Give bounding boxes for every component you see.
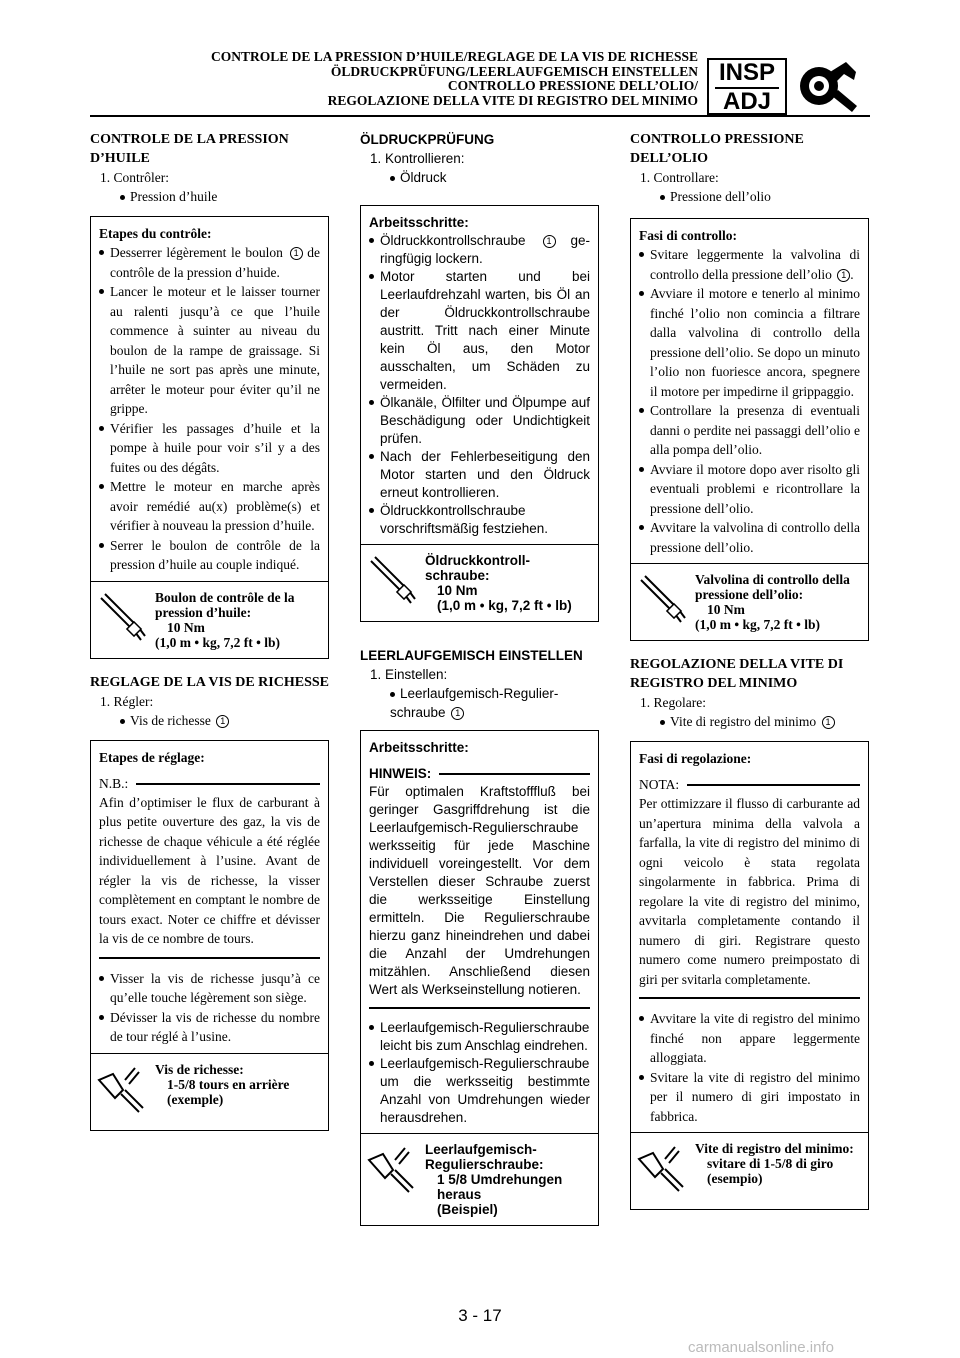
procedure-box xyxy=(90,216,329,659)
wrench-gauge-icon xyxy=(796,60,858,114)
step-label: 1. Controllare: xyxy=(640,170,719,185)
procedure-box xyxy=(630,741,869,1210)
list-item: Nach der Fehlerbeseitigung den Motor starten und den Öldruck erneut kontrollieren. xyxy=(369,448,590,502)
note-header: NOTA: xyxy=(639,776,860,794)
column-french xyxy=(90,130,329,1131)
section-title: REGLAGE DE LA VIS DE RICHESSE xyxy=(90,674,329,690)
step-item: Leerlaufgemisch-Regulier-schraube 1 xyxy=(390,686,559,720)
step-item: Öldruck xyxy=(360,168,599,187)
spec-value: 10 Nm xyxy=(167,619,205,635)
section-title: CONTROLE DE LA PRESSION D’HUILE xyxy=(90,132,289,166)
header-rule xyxy=(90,115,870,117)
torque-spec xyxy=(91,581,328,658)
step-label: 1. Einstellen: xyxy=(370,667,448,682)
spec-value-alt: (esempio) xyxy=(707,1171,763,1186)
list-item: Avviare il motore e tenerlo al minimo finché l’olio non comincia a filtrare dalla valvolina di controllo della pressione dell’olio. Se dopo un minuto l’olio non fuoriesce ancora, spegnere il motore per impedirne il grippaggio. xyxy=(639,284,860,401)
adjust-spec xyxy=(361,1133,598,1225)
step-label: 1. Contrôler: xyxy=(100,170,169,185)
badge-top-label: INSP xyxy=(718,59,775,86)
list-item: Ölkanäle, Ölfilter und Ölpumpe auf Beschädigung oder Undichtigkeit prüfen. xyxy=(369,394,590,448)
callout-marker: 1 xyxy=(216,715,229,728)
list-item: Motor starten und bei Leerlaufdrehzahl warten, bis Öl an der Öldruckkontrollschraube austritt. Tritt nach einer Minute kein Öl aus, den Motor ausschalten, um Schäden zu vermeiden. xyxy=(369,268,590,394)
procedure-box xyxy=(360,205,599,622)
spec-value-alt: (1,0 m • kg, 7,2 ft • lb) xyxy=(695,617,820,632)
adjust-spec xyxy=(91,1053,328,1130)
procedure-box xyxy=(630,218,869,641)
torque-spec xyxy=(361,544,598,621)
list-item: Controllare la presenza di eventuali danni o perdite nei passaggi dell’olio e alla pompa dell’olio. xyxy=(639,401,860,460)
section-title: ÖLDRUCKPRÜFUNG xyxy=(360,132,495,147)
spec-value-alt: (1,0 m • kg, 7,2 ft • lb) xyxy=(437,598,572,613)
callout-marker: 1 xyxy=(451,707,464,720)
list-item: Avviare il motore dopo aver risolto gli eventuali problemi e ricontrollare la pressione dell’olio. xyxy=(639,460,860,519)
list-item: Svitare la vite di registro del minimo per il numero di giri impostato in fabbrica. xyxy=(639,1068,860,1127)
spec-value: 10 Nm xyxy=(437,583,478,598)
note-header: N.B.: xyxy=(99,775,320,793)
callout-marker: 1 xyxy=(543,235,556,248)
column-italian xyxy=(630,130,869,1210)
screwdriver-icon xyxy=(91,1054,151,1130)
list-item: Leerlaufgemisch-Regulierschraube um die werksseitig bestimmte Anzahl von Umdrehungen wieder herausdrehen. xyxy=(369,1055,590,1127)
list-item: Avvitare la vite di registro del minimo finché non appare leggermente alloggiata. xyxy=(639,1009,860,1068)
spec-name: Valvolina di controllo della pressione dell’olio: xyxy=(695,572,850,602)
spec-name: Leerlaufgemisch-Regulierschraube: xyxy=(425,1142,544,1172)
list-item: Lancer le moteur et le laisser tourner au ralenti jusqu’à ce que l’huile commence à suinter au niveau du boulon de la rampe de graissage. Si l’huile ne sort pas après une minute, arrêter le moteur pour éviter qu’il ne grippe. xyxy=(99,282,320,419)
list-item: Öldruckkontrollschraube vorschriftsmäßig festziehen. xyxy=(369,502,590,538)
note-header: HINWEIS: xyxy=(369,765,590,783)
header-line-2: ÖLDRUCKPRÜFUNG/LEERLAUFGEMISCH EINSTELLEN xyxy=(330,63,698,79)
step-label: 1. Regolare: xyxy=(640,695,706,710)
callout-marker: 1 xyxy=(822,716,835,729)
spec-name: Vis de richesse: xyxy=(155,1061,244,1077)
list-item: Dévisser la vis de richesse du nombre de tour réglé à l’usine. xyxy=(99,1008,320,1047)
step-item: Vis de richesse 1 xyxy=(90,711,329,730)
box-title: Arbeitsschritte: xyxy=(369,740,469,755)
column-german xyxy=(360,130,599,1226)
list-item: Avvitare la valvolina di controllo della pressione dell’olio. xyxy=(639,518,860,557)
procedure-box xyxy=(360,730,599,1226)
torque-wrench-icon xyxy=(91,582,151,658)
callout-marker: 1 xyxy=(837,269,850,282)
spec-value: 10 Nm xyxy=(707,602,745,617)
spec-name: Öldruckkontroll-schraube: xyxy=(425,553,531,583)
torque-spec xyxy=(631,563,868,640)
spec-value-alt: (Beispiel) xyxy=(437,1202,498,1217)
torque-wrench-icon xyxy=(361,545,421,621)
header-line-3: CONTROLLO PRESSIONE DELL’OLIO/ xyxy=(447,78,698,93)
spec-value: 1-5/8 tours en arrière xyxy=(167,1076,290,1092)
spec-value: 1 5/8 Umdrehungen heraus xyxy=(437,1172,563,1202)
watermark: carmanualsonline.info xyxy=(688,1339,834,1356)
note-text: Afin d’optimiser le flux de carburant à plus petite ouverture des gaz, la vis de richesse de chaque véhicule a été réglée individuellement à l’usine. Avant de régler la vis de richesse, la visser complètement en comptant le nombre de tours exact. Noter ce chiffre et dévisser la vis de ce nombre de tours. xyxy=(99,794,320,946)
step-label: 1. Régler: xyxy=(100,693,154,709)
screwdriver-icon xyxy=(631,1133,691,1209)
step-label: 1. Kontrollieren: xyxy=(370,151,465,166)
section-title: REGOLAZIONE DELLA VITE DI REGISTRO DEL MINIMO xyxy=(630,657,844,691)
spec-name: Vite di registro del minimo: xyxy=(695,1141,854,1156)
note-text: Für optimalen Kraftstofffluß bei geringer Gasgriffdrehung ist die Leerlaufgemisch-Regulierschraube werksseitig für jede Maschine individuell voreingestellt. Vor dem Verstellen dieser Schraube zuerst die werksseitige Einstellung ermitteln. Die Regulierschraube hierzu ganz hineindrehen und dabei die Anzahl der Umdrehungen mitzählen. Anschließend diesen Wert als Werkseinstellung notieren. xyxy=(369,784,590,997)
box-title: Fasi di controllo: xyxy=(639,228,738,243)
note-text: Per ottimizzare il flusso di carburante ad un’apertura minima della valvola a farfalla, la vite di registro del minimo di ogni veicolo è stata regolata singolarmente in fabbrica. Prima di regolare la vite di registro del minimo, avvitarla completamente contando il numero di giri. Registrare questo numero come numero preimpostato di giri per svitarla completamente. xyxy=(639,796,860,987)
page-header xyxy=(211,50,698,108)
box-title: Fasi di regolazione: xyxy=(639,751,752,766)
step-item: Pression d’huile xyxy=(90,187,329,206)
list-item: Serrer le boulon de contrôle de la pression d’huile au couple indiqué. xyxy=(99,536,320,575)
list-item: Vérifier les passages d’huile et la pompe à huile pour voir s’il y a des fuites ou des dégâts. xyxy=(99,419,320,478)
spec-value-alt: (exemple) xyxy=(167,1091,224,1107)
spec-name: Boulon de contrôle de la pression d’huile: xyxy=(155,589,295,620)
header-line-1: CONTROLE DE LA PRESSION D’HUILE/REGLAGE DE LA VIS DE RICHESSE xyxy=(210,49,698,64)
list-item: Leerlaufgemisch-Regulierschraube leicht bis zum Anschlag eindrehen. xyxy=(369,1019,590,1055)
list-item: Svitare leggermente la valvolina di controllo della pressione dell’olio 1 . xyxy=(639,245,860,284)
adjust-spec xyxy=(631,1132,868,1209)
box-title: Etapes de réglage: xyxy=(99,749,205,765)
callout-marker: 1 xyxy=(290,247,303,260)
spec-value-alt: (1,0 m • kg, 7,2 ft • lb) xyxy=(155,634,280,650)
box-title: Arbeitsschritte: xyxy=(369,215,469,230)
header-line-4: REGOLAZIONE DELLA VITE DI REGISTRO DEL MINIMO xyxy=(327,92,698,108)
step-item: Vite di registro del minimo 1 xyxy=(630,712,869,731)
section-title: LEERLAUFGEMISCH EINSTELLEN xyxy=(360,648,583,663)
spec-value: svitare di 1-5/8 di giro xyxy=(707,1156,834,1171)
insp-adj-badge xyxy=(707,58,787,115)
list-item: Desserrer légèrement le boulon 1 de contrôle de la pression d’huide. xyxy=(99,243,320,282)
list-item: Öldruckkontrollschraube 1 ge-ringfügig lockern. xyxy=(369,232,590,268)
badge-bottom-label: ADJ xyxy=(722,88,771,115)
list-item: Mettre le moteur en marche après avoir remédié au(x) problème(s) et vérifier à nouveau la pression d’huile. xyxy=(99,477,320,536)
section-title: CONTROLLO PRESSIONE DELL’OLIO xyxy=(630,132,804,166)
step-item: Pressione dell’olio xyxy=(630,187,869,206)
box-title: Etapes du contrôle: xyxy=(99,226,212,241)
torque-wrench-icon xyxy=(631,564,691,640)
screwdriver-icon xyxy=(361,1134,421,1225)
page-number: 3 - 17 xyxy=(458,1306,502,1325)
list-item: Visser la vis de richesse jusqu’à ce qu’elle touche légèrement son siège. xyxy=(99,969,320,1008)
procedure-box xyxy=(90,740,329,1131)
